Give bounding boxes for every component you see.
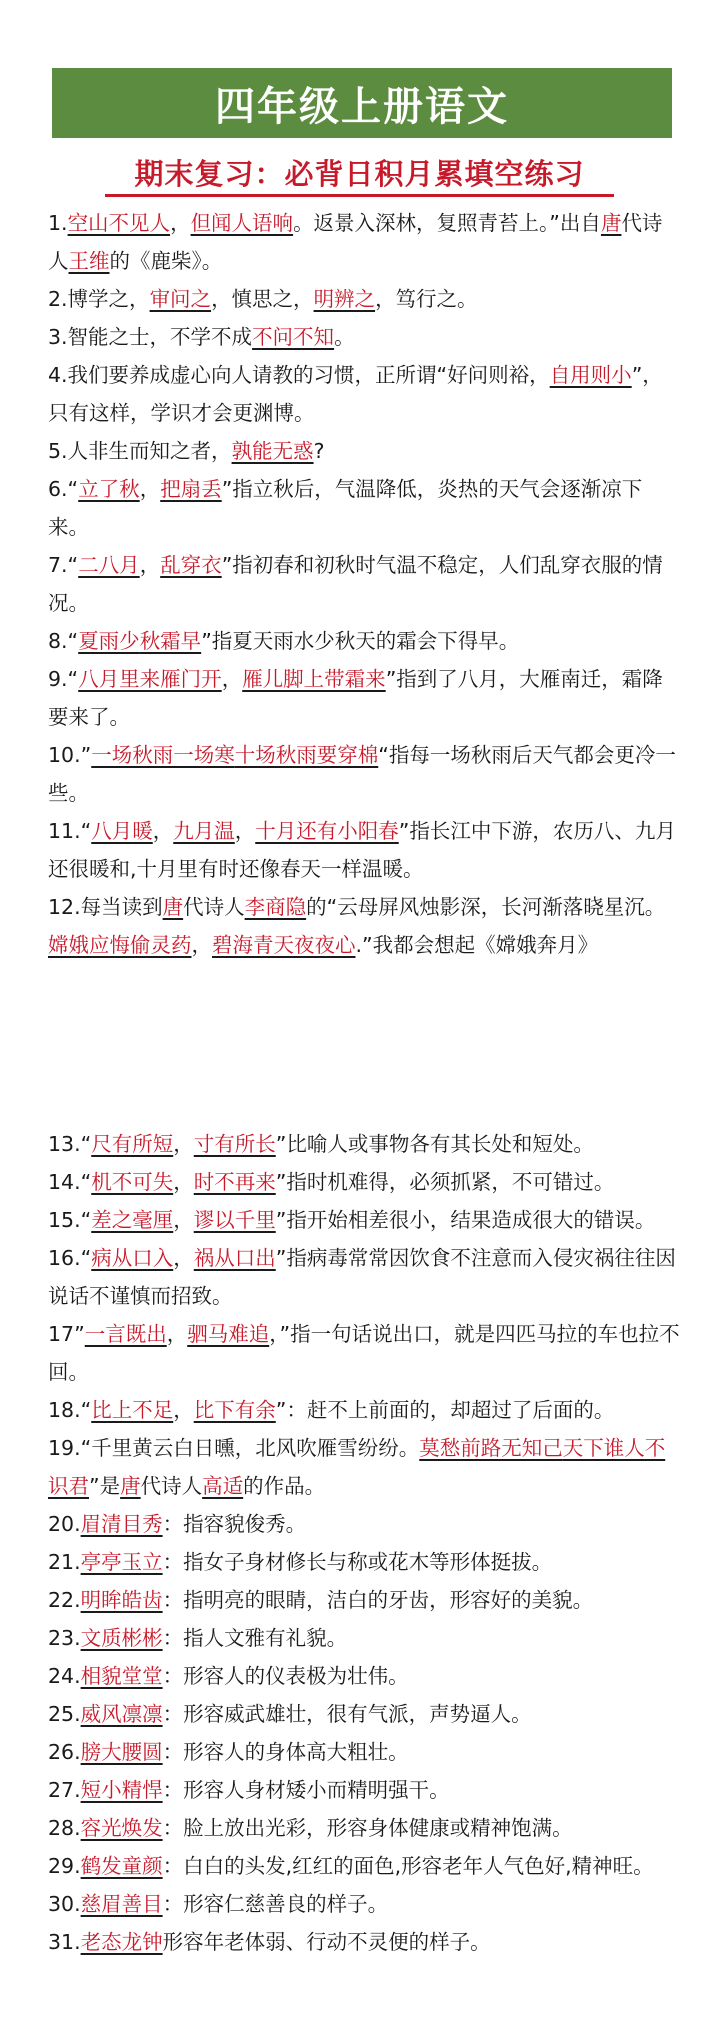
answer-text: 十场秋雨要穿棉 [234,743,379,767]
answer-text: 时不再来 [193,1170,276,1194]
item-text: 18.“ [48,1398,92,1422]
item-text: ， [170,211,191,235]
item-text: 24. [48,1664,81,1688]
item-text: ：指明亮的眼睛，洁白的牙齿，形容好的美貌。 [162,1588,594,1612]
item-text: ”指开始相差很小，结果造成很大的错误。 [275,1208,656,1232]
item-text: 的《鹿柴》。 [109,249,223,273]
item-text: 22. [48,1588,81,1612]
item-text: 8.“ [48,629,79,653]
answer-text: 夏雨少 [78,629,140,653]
item-text: ， [173,1398,194,1422]
answer-text: 谬以千里 [193,1208,276,1232]
item-text: ”指立秋后，气温降低，炎热的天气会逐渐凉下来。 [48,477,643,539]
answer-text: 威风凛凛 [80,1702,163,1726]
item-text: 形容年老体弱、行动不灵便的样子。 [162,1930,491,1954]
answer-text: 一场秋雨一场寒 [91,743,235,767]
item-text: 1. [48,211,68,235]
exercise-list [48,204,682,1961]
item-text: 10.” [48,743,92,767]
answer-text: 尺有所短 [91,1132,174,1156]
exercise-item [48,470,682,546]
answer-text: 王维 [68,249,110,273]
item-text: ：指人文雅有礼貌。 [162,1626,348,1650]
answer-text: 雁儿脚上带霜来 [242,667,386,691]
title-banner [52,68,672,138]
answer-text: 寸有所长 [193,1132,276,1156]
item-text: ， [139,553,161,577]
item-text: 21. [48,1550,81,1574]
item-text: ， [221,667,243,691]
exercise-item [48,204,682,280]
item-text: ”比喻人或事物各有其长处和短处。 [275,1132,594,1156]
item-text: 12.每当读到 [48,895,163,919]
answer-text: 短小精悍 [80,1778,163,1802]
item-text: ：指容貌俊秀。 [162,1512,307,1536]
item-text: ， [234,819,256,843]
exercise-item [48,1771,682,1809]
item-text: 3.智能之士，不学不成 [48,325,253,349]
item-text: ”指病毒常常因饮食不注意而入侵灾祸往往因说话不谨慎而招致。 [48,1246,676,1308]
answer-text: 膀大腰圆 [80,1740,163,1764]
answer-text: 高适 [202,1474,244,1498]
exercise-item [48,812,682,888]
item-text: ：指女子身材修长与称或花木等形体挺拔。 [162,1550,553,1574]
exercise-item [48,1733,682,1771]
item-text: ：形容人的身体高大粗壮。 [162,1740,409,1764]
exercise-item [48,1543,682,1581]
answer-text: 二八月 [78,553,140,577]
answer-text: 祸从口出 [193,1246,276,1270]
item-text: 15.“ [48,1208,92,1232]
answer-text: 但闻人语响 [190,211,294,235]
item-text: 17” [48,1322,85,1346]
item-text: ”指时机难得，必须抓紧，不可错过。 [275,1170,615,1194]
item-text: ， [173,1170,194,1194]
item-text: 23. [48,1626,81,1650]
answer-text: 八月里来雁门开 [78,667,222,691]
item-text: 5.人非生而知之者， [48,439,232,463]
exercise-item [48,1201,682,1239]
subtitle-block [0,152,719,193]
item-text: ：形容人身材矮小而精明强干。 [162,1778,450,1802]
answer-text: 比上不足 [91,1398,174,1422]
item-text: 20. [48,1512,81,1536]
item-text: ：脸上放出光彩，形容身体健康或精神饱满。 [162,1816,573,1840]
item-text: ”指长江中下游，农历八、九月还很暖和,十月里有时还像春天一样温暖。 [48,819,676,881]
exercise-item [48,1125,682,1163]
answer-text: 机不可失 [91,1170,174,1194]
answer-text: 老态龙钟 [80,1930,163,1954]
item-text: 29. [48,1854,81,1878]
item-text: ，笃行之。 [375,287,478,311]
answer-text: 乱穿衣 [160,553,222,577]
item-text: 。 [334,325,355,349]
item-text: 19.“千里黄云白日曛，北风吹雁雪纷纷。 [48,1436,420,1460]
item-text: ：形容仁慈善良的样子。 [162,1892,389,1916]
item-text: 26. [48,1740,81,1764]
answer-text: 比下有余 [193,1398,276,1422]
exercise-item [48,280,682,318]
item-text: 11.“ [48,819,92,843]
exercise-item [48,1695,682,1733]
answer-text: 李商隐 [244,895,307,919]
exercise-item [48,356,682,432]
answer-text: 立了秋 [78,477,140,501]
item-text: 代诗人 [140,1474,203,1498]
item-text: 25. [48,1702,81,1726]
item-text: ， [173,1208,194,1232]
answer-text: 病从口入 [91,1246,174,1270]
exercise-item [48,1885,682,1923]
answer-text: 不问不知 [252,325,335,349]
item-text: 30. [48,1892,81,1916]
item-text: 31. [48,1930,81,1954]
exercise-item [48,660,682,736]
item-text: 28. [48,1816,81,1840]
answer-text: 驷马难追 [187,1322,270,1346]
answer-text: 明眸皓齿 [80,1588,163,1612]
item-text: 27. [48,1778,81,1802]
exercise-item [48,736,682,812]
item-text: 代诗人 [183,895,245,919]
item-text: ? [313,439,325,463]
answer-text: 审问之 [149,287,212,311]
exercise-item [48,1315,682,1391]
exercise-item [48,1619,682,1657]
answer-text: 秋霜早 [139,629,202,653]
item-text: ， [152,819,174,843]
answer-text: 唐 [162,895,184,919]
answer-text: 慈眉善目 [80,1892,163,1916]
item-text: ”：赶不上前面的，却超过了后面的。 [275,1398,615,1422]
page-title: 四年级上册语文 [215,83,509,130]
exercise-item [48,1163,682,1201]
item-text: 。返景入深林，复照青苔上。”出自 [293,211,601,235]
item-text: .”我都会想起《嫦娥奔月》 [355,933,599,957]
subtitle-underline [105,194,614,197]
answer-text: 文质彬彬 [80,1626,163,1650]
exercise-item [48,1847,682,1885]
answer-text: 九月温 [173,819,235,843]
answer-text: 八月暖 [91,819,153,843]
item-text: 4.我们要养成虚心向人请教的习惯，正所谓“好问则裕， [48,363,550,387]
answer-text: 一言既出 [84,1322,167,1346]
item-text: 的作品。 [243,1474,326,1498]
answer-text: 容光焕发 [80,1816,163,1840]
item-text: ”是 [89,1474,121,1498]
item-text: ， [173,1246,194,1270]
item-text: ”指夏天雨水少秋天的霜会下得早。 [201,629,520,653]
section-gap [48,964,682,1125]
answer-text: 唐 [600,211,622,235]
exercise-item [48,1923,682,1961]
answer-text: 差之毫厘 [91,1208,174,1232]
item-text: ：白白的头发,红红的面色,形容老年人气色好,精神旺。 [162,1854,654,1878]
item-text: 2.博学之， [48,287,150,311]
answer-text: 莫愁前路无知己 [419,1436,563,1460]
item-text: ， [173,1132,194,1156]
answer-text: 十月还有小阳春 [255,819,399,843]
item-text: ， [166,1322,188,1346]
item-text: ， [139,477,161,501]
item-text: 9.“ [48,667,79,691]
answer-text: 自用则小 [549,363,632,387]
page-subtitle: 期末复习：必背日积月累填空练习 [134,157,585,191]
answer-text: 碧海青天夜夜心 [212,933,356,957]
exercise-item [48,888,682,964]
exercise-item [48,318,682,356]
item-text: 16.“ [48,1246,92,1270]
answer-text: 天下谁人不识君 [48,1436,666,1498]
item-text: “指每一场秋雨后天气都会更冷一些。 [48,743,676,805]
exercise-item [48,1809,682,1847]
item-text: ，”指一句话说出口，就是四匹马拉的车也拉不回。 [48,1322,680,1384]
item-text: ：形容威武雄壮，很有气派，声势逼人。 [162,1702,532,1726]
item-text: 13.“ [48,1132,92,1156]
exercise-item [48,1581,682,1619]
exercise-item [48,1657,682,1695]
answer-text: 空山不见人 [67,211,171,235]
item-text: ”，只有这样，学识才会更渊博。 [48,363,663,425]
exercise-item [48,546,682,622]
answer-text: 孰能无惑 [231,439,314,463]
answer-text: 亭亭玉立 [80,1550,163,1574]
answer-text: 把扇丢 [160,477,222,501]
item-text: 7.“ [48,553,79,577]
item-text: 6.“ [48,477,79,501]
answer-text: 明辨之 [313,287,376,311]
item-text: ：形容人的仪表极为壮伟。 [162,1664,409,1688]
answer-text: 唐 [120,1474,141,1498]
exercise-item [48,1505,682,1543]
item-text: 14.“ [48,1170,92,1194]
item-text: 代诗人 [48,211,663,273]
answer-text: 鹤发童颜 [80,1854,163,1878]
item-text: ，慎思之， [211,287,314,311]
item-text: 的“云母屏风烛影深，长河渐落晓星沉。 [306,895,666,919]
exercise-item [48,1429,682,1505]
exercise-item [48,1239,682,1315]
answer-text: 相貌堂堂 [80,1664,163,1688]
exercise-item [48,1391,682,1429]
item-text: ”指到了八月，大雁南迁，霜降要来了。 [48,667,663,729]
answer-text: 眉清目秀 [80,1512,163,1536]
exercise-item [48,622,682,660]
answer-text: 嫦娥应悔偷灵药 [48,933,192,957]
item-text: ”指初春和初秋时气温不稳定，人们乱穿衣服的情况。 [48,553,663,615]
exercise-item [48,432,682,470]
item-text: ， [191,933,212,957]
